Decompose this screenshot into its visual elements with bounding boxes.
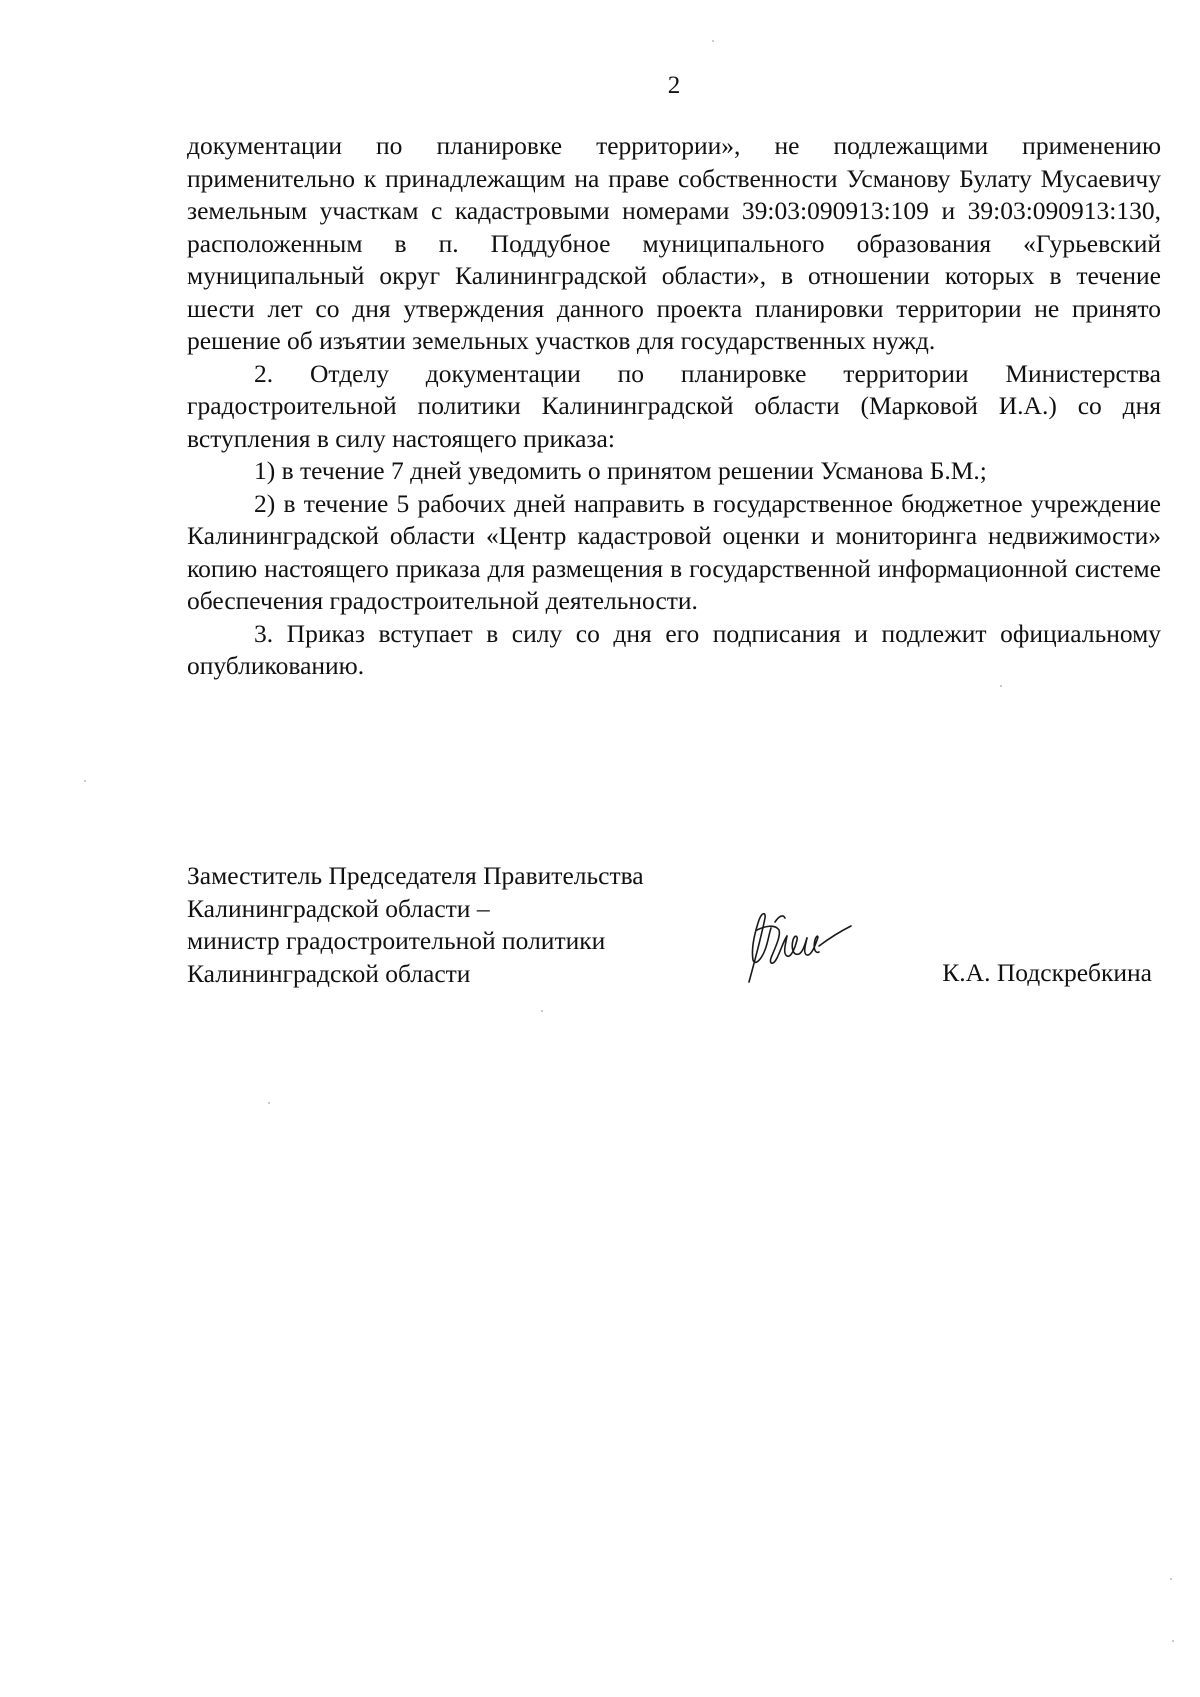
paragraph-subitem-1: 1) в течение 7 дней уведомить о принятом решении Усманова Б.М.;: [254, 456, 987, 485]
scan-speck: [712, 40, 714, 42]
signatory-position: [187, 860, 644, 990]
paragraph-subitem-2: 2) в течение 5 рабочих дней направить в государственное бюджетное учреждение Калининградской области «Центр кадастровой оценки и мониторинга недвижимости» копию настоящего приказа для размещения в государственной информационной системе обеспечения градостроительной деятельности.: [187, 488, 1161, 615]
document-body: [187, 130, 1161, 683]
scan-speck: [268, 1102, 270, 1104]
scan-speck: [1170, 1578, 1172, 1580]
page-number: 2: [667, 72, 681, 99]
scan-speck: [1000, 685, 1002, 687]
scan-speck: [1172, 1640, 1174, 1642]
paragraph-item-3: 3. Приказ вступает в силу со дня его подписания и подлежит официальному опубликованию.: [187, 618, 1161, 680]
position-line: Калининградской области: [187, 958, 471, 988]
paragraph-continuation: документации по планировке территории», не подлежащими применению применительно к принадлежащим на праве собственности Усманову Булату Мусаевичу земельным участкам с кадастровыми номерами 39:03:090913:109 и 39:03:090913:130, расположенным в п. Поддубное муниципального образования «Гурьевский муниципальный округ Калининградской области», в отношении которых в течение шести лет со дня утверждения данного проекта планировки территории не принято решение об изъятии земельных участков для государственных нужд.: [187, 131, 1161, 355]
paragraph-item-2: 2. Отделу документации по планировке территории Министерства градостроительной политики Калининградской области (Марковой И.А.) со дня вступления в силу настоящего приказа:: [187, 358, 1161, 453]
position-line: Калининградской области –: [187, 893, 490, 923]
scan-speck: [541, 1010, 543, 1012]
scan-speck: [84, 780, 86, 782]
signer-name: К.А. Подскребкина: [942, 958, 1152, 987]
handwritten-signature: [735, 900, 855, 990]
position-line: министр градостроительной политики: [187, 926, 606, 955]
position-line: Заместитель Председателя Правительства: [187, 861, 644, 890]
